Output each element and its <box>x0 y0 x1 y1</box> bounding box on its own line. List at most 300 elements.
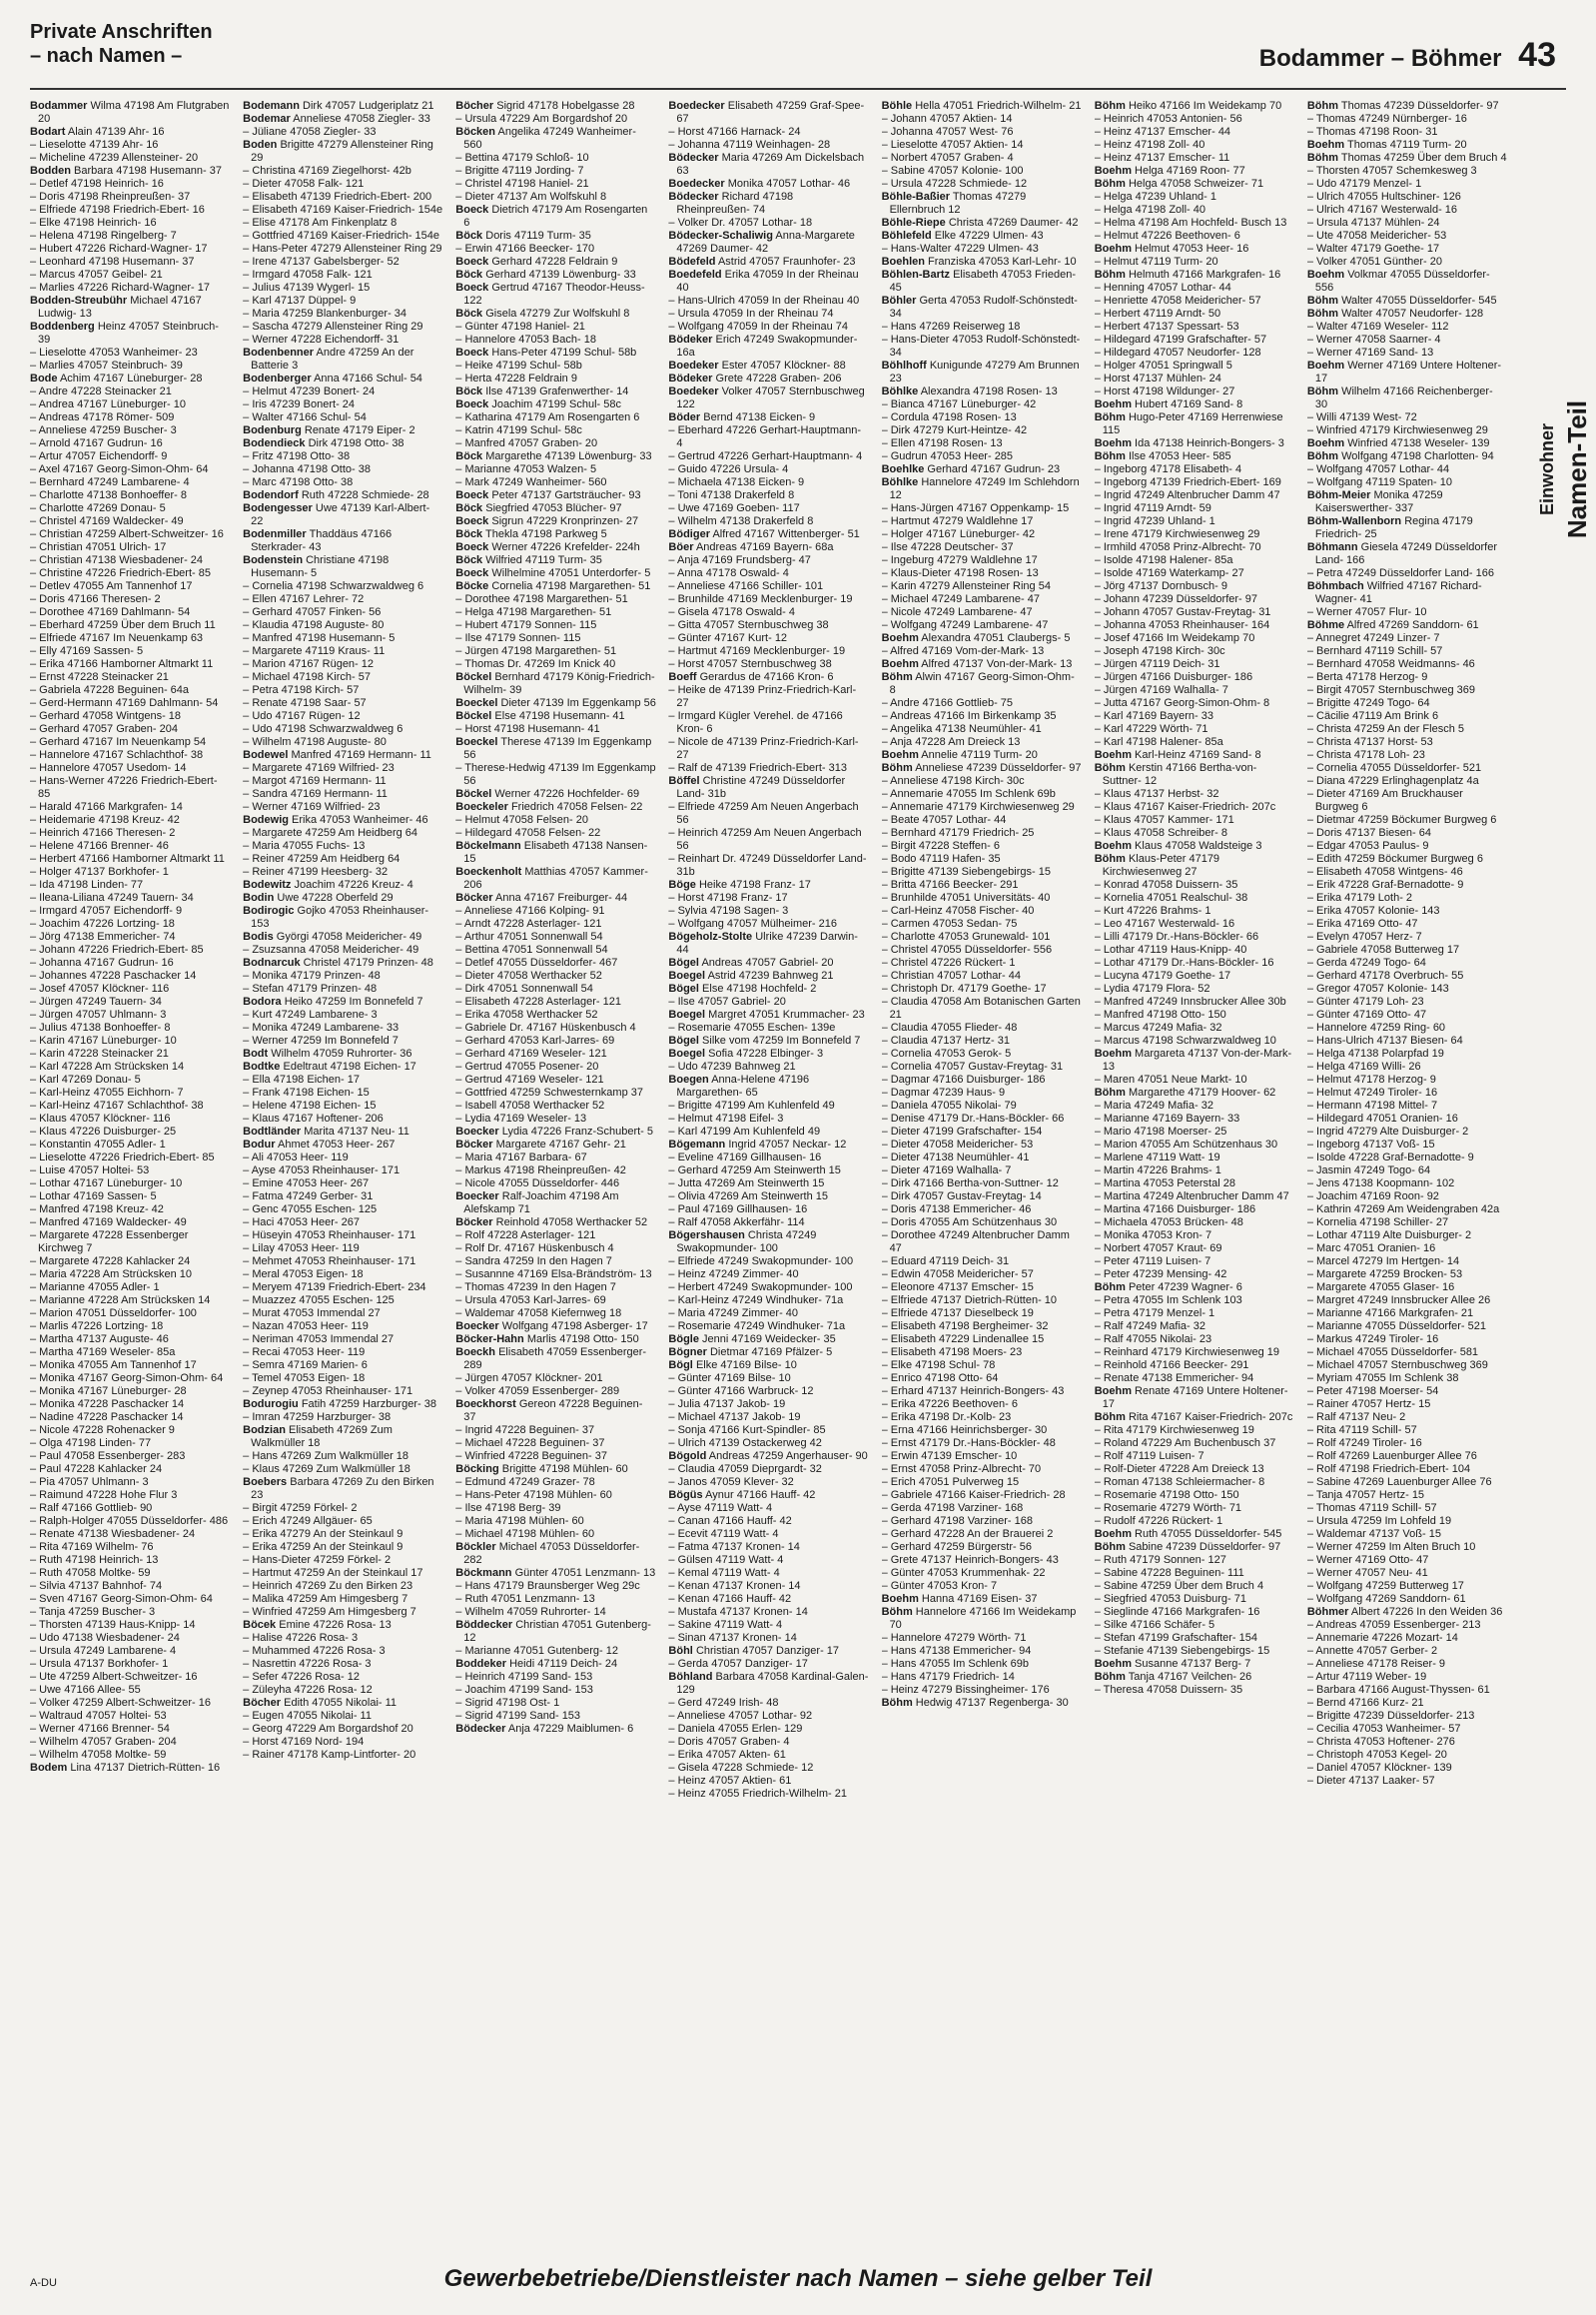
directory-entry <box>455 152 656 165</box>
entry-details: – Gerhard 47057 Finken- 56 <box>243 606 382 618</box>
directory-entry <box>668 684 869 710</box>
directory-entry <box>668 334 869 360</box>
entry-details: – Rita 47119 Schill- 57 <box>1306 1424 1417 1436</box>
entry-details: – Myriam 47055 Im Schlenk 38 <box>1306 1372 1459 1384</box>
entry-details: – Horst 47057 Sternbuschweg 38 <box>668 658 832 670</box>
entry-details: – Helga 47198 Zoll- 40 <box>1094 204 1205 216</box>
directory-entry <box>243 217 443 230</box>
entry-surname: Bodendorf <box>243 489 299 501</box>
directory-entry <box>1095 892 1295 905</box>
entry-details: – Ingeborg 47178 Elisabeth- 4 <box>1094 463 1242 475</box>
directory-entry <box>1095 658 1295 671</box>
directory-entry <box>30 256 231 269</box>
directory-entry <box>882 918 1083 931</box>
entry-details: – Ulrich 47167 Westerwald- 16 <box>1306 204 1458 216</box>
entry-details: – Joachim 47169 Roon- 92 <box>1306 1190 1439 1202</box>
entry-details: – Heike 47199 Schul- 58b <box>455 360 582 372</box>
entry-details: – Edith 47259 Böckumer Burgweg 6 <box>1306 853 1483 865</box>
entry-details: – Heinz 47057 Aktien- 61 <box>668 1775 792 1787</box>
entry-details: – Sandra 47169 Hermann- 11 <box>243 788 388 800</box>
entry-details: – Karl 47229 Wörth- 71 <box>1094 723 1208 735</box>
entry-details: – Werner 47169 Sand- 13 <box>1306 347 1434 359</box>
entry-details: Alexandra 47051 Claubergs- 5 <box>921 632 1071 644</box>
entry-surname: Bödecker <box>455 1723 506 1735</box>
directory-entry <box>1307 204 1508 217</box>
directory-entry <box>243 1320 443 1333</box>
directory-entry <box>30 243 231 256</box>
entry-details: – Karin 47167 Lüneburger- 10 <box>30 1035 177 1047</box>
directory-entry <box>455 191 656 204</box>
directory-entry <box>882 476 1083 502</box>
entry-details: Christa 47249 Swakopmunder- 100 <box>676 1229 817 1254</box>
entry-details: – Erika 47179 Loth- 2 <box>1306 892 1413 904</box>
directory-entry <box>668 918 869 931</box>
directory-entry <box>243 840 443 853</box>
directory-entry <box>243 801 443 814</box>
entry-details: Joachim 47199 Schul- 58c <box>491 398 622 410</box>
entry-details: Sabine 47239 Düsseldorfer- 97 <box>1128 1541 1281 1553</box>
directory-entry <box>668 1723 869 1736</box>
directory-column <box>455 100 656 2227</box>
directory-entry <box>1095 191 1295 204</box>
directory-entry <box>882 126 1083 139</box>
entry-details: Helga 47058 Schweizer- 71 <box>1128 178 1264 190</box>
entry-details: Richard 47198 Rheinpreußen- 74 <box>676 191 794 216</box>
directory-entry <box>455 515 656 528</box>
directory-entry <box>30 1268 231 1281</box>
directory-entry <box>1307 970 1508 983</box>
directory-entry <box>882 256 1083 269</box>
entry-details: – Rosemarie 47279 Wörth- 71 <box>1094 1502 1242 1514</box>
entry-surname: Böck <box>455 230 483 242</box>
directory-entry <box>882 866 1083 879</box>
entry-details: Klaus-Peter 47179 Kirchwiesenweg 27 <box>1102 853 1220 878</box>
directory-entry <box>243 1229 443 1242</box>
directory-entry <box>668 983 869 996</box>
entry-surname: Boehm <box>1306 437 1345 449</box>
directory-entry <box>30 1606 231 1619</box>
entry-details: – Susannne 47169 Elsa-Brändström- 13 <box>455 1268 652 1280</box>
entry-details: Ingrid 47057 Neckar- 12 <box>728 1139 847 1151</box>
entry-details: – Christian 47138 Wiesbadener- 24 <box>30 554 204 566</box>
entry-details: – Erika 47198 Dr.-Kolb- 23 <box>881 1411 1012 1423</box>
directory-entry <box>668 1372 869 1385</box>
entry-details: – Lilay 47053 Heer- 119 <box>243 1242 360 1254</box>
directory-entry <box>30 1502 231 1515</box>
directory-entry <box>243 814 443 827</box>
entry-surname: Bodenbenner <box>243 347 315 359</box>
directory-entry <box>1307 1580 1508 1593</box>
entry-details: – Marianne 47169 Bayern- 33 <box>1094 1113 1240 1125</box>
directory-entry <box>243 424 443 437</box>
entry-details: – Züleyha 47226 Rosa- 12 <box>243 1684 373 1696</box>
entry-surname: Bögeholz-Stolte <box>668 931 753 943</box>
entry-details: Wilhelmine 47051 Unterdorfer- 5 <box>491 567 651 579</box>
entry-details: Marlis 47198 Otto- 150 <box>526 1333 639 1345</box>
directory-entry <box>455 347 656 360</box>
directory-entry <box>30 1139 231 1152</box>
directory-entry <box>455 230 656 243</box>
entry-surname: Böck <box>455 386 483 397</box>
entry-surname: Boeckhorst <box>455 1398 516 1410</box>
directory-entry <box>243 1723 443 1736</box>
directory-entry <box>1095 1684 1295 1697</box>
directory-entry <box>668 100 869 126</box>
entry-details: – Gudrun 47053 Heer- 285 <box>881 450 1014 462</box>
directory-entry <box>455 957 656 970</box>
directory-entry <box>455 918 656 931</box>
entry-details: – Martha 47137 Auguste- 46 <box>30 1333 169 1345</box>
directory-entry <box>1095 1645 1295 1658</box>
entry-surname: Bodtke <box>243 1061 281 1073</box>
directory-entry <box>668 1671 869 1697</box>
directory-entry <box>243 1424 443 1450</box>
directory-entry <box>1095 502 1295 515</box>
entry-details: Elke 47169 Bilse- 10 <box>695 1359 797 1371</box>
directory-entry <box>668 1190 869 1203</box>
directory-entry <box>455 1177 656 1190</box>
entry-details: – Werner 47259 Im Bonnefeld 7 <box>243 1035 399 1047</box>
entry-details: – Detlef 47198 Heinrich- 16 <box>30 178 164 190</box>
directory-entry <box>1307 1528 1508 1541</box>
directory-entry <box>1095 308 1295 321</box>
entry-details: – Uwe 47169 Goeben- 117 <box>668 502 800 514</box>
entry-details: – Hüseyin 47053 Rheinhauser- 171 <box>243 1229 416 1241</box>
entry-details: – Malika 47259 Am Himgesberg 7 <box>243 1593 408 1605</box>
entry-details: – Jens 47138 Koopmann- 102 <box>1306 1177 1455 1189</box>
entry-surname: Boeck <box>455 515 489 527</box>
entry-details: – Sabine 47228 Beguinen- 111 <box>1094 1567 1244 1579</box>
entry-details: – Gerhard 47167 Im Neuenkamp 54 <box>30 736 207 748</box>
directory-entry <box>455 1580 656 1593</box>
entry-details: – Silke 47166 Schäfer- 5 <box>1094 1619 1215 1631</box>
entry-surname: Böhm <box>1094 762 1126 774</box>
entry-surname: Boedefeld <box>668 269 722 281</box>
entry-details: Barbara 47269 Zu den Birken 23 <box>251 1476 434 1501</box>
directory-entry <box>30 528 231 541</box>
directory-entry <box>1307 1541 1508 1554</box>
entry-details: – Isabell 47058 Werthacker 52 <box>455 1100 605 1112</box>
directory-entry <box>882 1320 1083 1333</box>
entry-details: – Helga 47239 Uhland- 1 <box>1094 191 1217 203</box>
entry-details: Susanne 47137 Berg- 7 <box>1135 1658 1251 1670</box>
entry-details: – Klaus-Dieter 47198 Rosen- 13 <box>881 567 1039 579</box>
entry-details: – Roman 47138 Schleiermacher- 8 <box>1094 1476 1265 1488</box>
entry-details: – Dorothee 47198 Margarethen- 51 <box>455 593 628 605</box>
directory-entry <box>30 217 231 230</box>
entry-details: – Bettina 47051 Sonnenwall 54 <box>455 944 608 956</box>
entry-details: – Hildegard 47199 Grafschafter- 57 <box>1094 334 1267 346</box>
entry-details: – Barbara 47166 August-Thyssen- 61 <box>1306 1684 1490 1696</box>
entry-surname: Bodur <box>243 1139 276 1151</box>
entry-details: – Birgit 47057 Sternbuschweg 369 <box>1306 684 1476 696</box>
directory-entry <box>1095 1671 1295 1684</box>
directory-entry <box>1095 1164 1295 1177</box>
directory-entry <box>243 1736 443 1749</box>
entry-details: – Christel 47198 Haniel- 21 <box>455 178 589 190</box>
directory-entry <box>30 321 231 347</box>
entry-surname: Boehm <box>881 632 919 644</box>
directory-entry <box>1307 1775 1508 1788</box>
entry-details: – Nasrettin 47226 Rosa- 3 <box>243 1658 372 1670</box>
entry-details: – Ingrid 47279 Alte Duisburger- 2 <box>1306 1126 1469 1138</box>
entry-details: – Jüliane 47058 Ziegler- 33 <box>243 126 377 138</box>
directory-entry <box>1307 152 1508 165</box>
directory-entry <box>30 1074 231 1087</box>
entry-details: Margarete 47167 Gehr- 21 <box>495 1139 626 1151</box>
directory-entry <box>668 139 869 152</box>
entry-surname: Böhl <box>668 1645 693 1657</box>
entry-details: Ralf-Joachim 47198 Am Alefskamp 71 <box>463 1190 619 1215</box>
directory-entry <box>1307 1398 1508 1411</box>
entry-details: – Ilse 47228 Deutscher- 37 <box>881 541 1014 553</box>
directory-entry <box>455 100 656 113</box>
entry-details: – Gertrud 47169 Weseler- 121 <box>455 1074 604 1086</box>
directory-entry <box>882 1022 1083 1035</box>
directory-entry <box>668 1294 869 1307</box>
entry-details: – Jürgen 47198 Margarethen- 51 <box>455 645 617 657</box>
entry-details: Erika 47053 Wanheimer- 46 <box>292 814 428 826</box>
entry-surname: Böckelmann <box>455 840 521 852</box>
entry-details: Anja 47229 Maiblumen- 6 <box>507 1723 634 1735</box>
directory-entry <box>668 619 869 632</box>
entry-details: Doris 47119 Turm- 35 <box>485 230 591 242</box>
directory-entry <box>455 256 656 269</box>
directory-entry <box>882 749 1083 762</box>
directory-entry <box>1307 1307 1508 1320</box>
entry-details: – Günter 47166 Warbruck- 12 <box>668 1385 814 1397</box>
entry-details: Gerardus de 47166 Kron- 6 <box>699 671 834 683</box>
directory-entry <box>455 580 656 593</box>
directory-entry <box>1307 1424 1508 1437</box>
directory-entry <box>668 1645 869 1658</box>
entry-details: Margret 47051 Krummacher- 23 <box>708 1009 865 1021</box>
entry-details: – Jürgen 47119 Deich- 31 <box>1094 658 1220 670</box>
entry-details: – Lieselotte 47053 Wanheimer- 23 <box>30 347 198 359</box>
entry-details: – Ute 47259 Albert-Schweitzer- 16 <box>30 1671 198 1683</box>
directory-entry <box>243 256 443 269</box>
entry-details: – Britta 47166 Beecker- 291 <box>881 879 1019 891</box>
entry-details: – Gerd-Hermann 47169 Dahlmann- 54 <box>30 697 219 709</box>
entry-details: – Thomas 47119 Schill- 57 <box>1306 1502 1437 1514</box>
entry-details: – Josef 47166 Im Weidekamp 70 <box>1094 632 1255 644</box>
directory-entry <box>882 1255 1083 1268</box>
entry-surname: Bögner <box>668 1346 707 1358</box>
entry-details: – Gerhard 47259 Bürgerstr- 56 <box>881 1541 1032 1553</box>
directory-entry <box>1307 996 1508 1009</box>
entry-details: – Bodo 47119 Hafen- 35 <box>881 853 1001 865</box>
directory-entry <box>243 295 443 308</box>
entry-details: – Ulrich 47055 Hultschiner- 126 <box>1306 191 1461 203</box>
directory-entry <box>30 1736 231 1749</box>
directory-entry <box>882 1684 1083 1697</box>
entry-details: – Helmut 47178 Herzog- 9 <box>1306 1074 1436 1086</box>
directory-entry <box>882 879 1083 892</box>
directory-entry <box>882 788 1083 801</box>
entry-details: – Hannelore 47259 Ring- 60 <box>1306 1022 1446 1034</box>
directory-entry <box>455 1048 656 1061</box>
entry-surname: Böhm <box>1306 152 1339 164</box>
entry-details: – Charlotte 47053 Grunewald- 101 <box>881 931 1051 943</box>
directory-entry <box>668 1658 869 1671</box>
entry-details: – Manfred 47198 Kreuz- 42 <box>30 1203 164 1215</box>
directory-entry <box>1095 321 1295 334</box>
entry-details: – Helga 47138 Polarpfad 19 <box>1306 1048 1444 1060</box>
directory-entry <box>668 1320 869 1333</box>
entry-details: – Meryem 47139 Friedrich-Ebert- 234 <box>243 1281 426 1293</box>
entry-details: Walter 47057 Neudorfer- 128 <box>1341 308 1484 320</box>
directory-entry <box>455 1152 656 1164</box>
directory-entry <box>30 411 231 424</box>
directory-entry <box>243 347 443 373</box>
directory-entry <box>1307 191 1508 204</box>
page-header-range <box>1259 36 1556 75</box>
directory-entry <box>455 1190 656 1216</box>
entry-details: – Heinz 47198 Zoll- 40 <box>1094 139 1205 151</box>
directory-entry <box>882 217 1083 230</box>
directory-column <box>668 100 869 2227</box>
entry-surname: Boehlke <box>881 463 925 475</box>
directory-entry <box>1307 269 1508 295</box>
entry-surname: Bodtländer <box>243 1126 302 1138</box>
entry-surname: Boehlen <box>881 256 925 268</box>
directory-entry <box>243 1476 443 1502</box>
entry-details: Elisabeth 47059 Essenberger- 289 <box>463 1346 647 1371</box>
directory-entry <box>1307 1359 1508 1372</box>
directory-entry <box>1095 1333 1295 1346</box>
directory-entry <box>30 580 231 593</box>
directory-entry <box>243 100 443 113</box>
directory-entry <box>455 204 656 230</box>
directory-entry <box>882 1229 1083 1255</box>
entry-details: – Christa 47178 Loh- 23 <box>1306 749 1425 761</box>
directory-entry <box>882 1671 1083 1684</box>
entry-details: Barbara 47058 Kardinal-Galen- 129 <box>676 1671 869 1696</box>
directory-entry <box>30 762 231 775</box>
entry-surname: Böddecker <box>455 1619 513 1631</box>
entry-surname: Boehm <box>881 658 919 670</box>
directory-entry <box>668 424 869 450</box>
directory-entry <box>1095 749 1295 762</box>
directory-entry <box>1307 1749 1508 1762</box>
directory-entry <box>455 437 656 450</box>
entry-details: – Maria 47167 Barbara- 67 <box>455 1152 587 1163</box>
directory-entry <box>1095 1009 1295 1022</box>
directory-entry <box>882 619 1083 632</box>
directory-entry <box>1095 113 1295 126</box>
directory-entry <box>882 100 1083 113</box>
entry-details: – Andre 47228 Steinacker 21 <box>30 386 172 397</box>
entry-details: – Erika 47166 Hamborner Altmarkt 11 <box>30 658 214 670</box>
entry-details: Ilse 47139 Grafenwerther- 14 <box>485 386 629 397</box>
directory-entry <box>455 619 656 632</box>
directory-entry <box>668 360 869 373</box>
entry-details: – Eberhard 47259 Über dem Bruch 11 <box>30 619 216 631</box>
entry-details: – Karl 47137 Düppel- 9 <box>243 295 357 307</box>
directory-entry <box>243 931 443 944</box>
entry-details: – Volker 47259 Albert-Schweitzer- 16 <box>30 1697 211 1709</box>
entry-surname: Boehm <box>1094 1385 1132 1397</box>
directory-entry <box>1307 866 1508 879</box>
entry-details: Hannelore 47166 Im Weidekamp 70 <box>889 1606 1077 1631</box>
entry-details: – Alfred 47169 Vom-der-Mark- 13 <box>881 645 1045 657</box>
entry-details: – Helmut 47239 Bonert- 24 <box>243 386 376 397</box>
directory-entry <box>668 580 869 593</box>
entry-details: – Doris 47138 Emmericher- 46 <box>881 1203 1032 1215</box>
directory-entry <box>30 1411 231 1424</box>
entry-details: – Christian 47051 Ulrich- 17 <box>30 541 167 553</box>
directory-entry <box>1307 1164 1508 1177</box>
directory-entry <box>882 996 1083 1022</box>
directory-entry <box>1095 957 1295 970</box>
entry-details: – Sandra 47259 In den Hagen 7 <box>455 1255 612 1267</box>
entry-details: – Maria 47249 Mafia- 32 <box>1094 1100 1213 1112</box>
entry-surname: Böffel <box>668 775 700 787</box>
entry-details: – Heinrich 47269 Zu den Birken 23 <box>243 1580 413 1592</box>
directory-entry <box>1095 1476 1295 1489</box>
directory-entry <box>243 476 443 489</box>
entry-details: – Bernhard 47249 Lambarene- 4 <box>30 476 190 488</box>
entry-details: – Meral 47053 Eigen- 18 <box>243 1268 364 1280</box>
entry-details: – Walter 47179 Goethe- 17 <box>1306 243 1440 255</box>
directory-entry <box>455 970 656 983</box>
entry-details: – Annemarie 47226 Mozart- 14 <box>1306 1632 1458 1644</box>
entry-details: – Dirk 47051 Sonnenwall 54 <box>455 983 593 995</box>
entry-details: – Nicole 47055 Düsseldorfer- 446 <box>455 1177 620 1189</box>
directory-entry <box>455 450 656 463</box>
directory-entry <box>30 178 231 191</box>
directory-entry <box>668 1398 869 1411</box>
entry-details: – Ralf 47058 Akkerfähr- 114 <box>668 1216 805 1228</box>
entry-details: – Monika 47249 Lambarene- 33 <box>243 1022 399 1034</box>
entry-details: – Hans 47179 Braunsberger Weg 29c <box>455 1580 640 1592</box>
directory-entry <box>1095 1632 1295 1645</box>
entry-surname: Böhm <box>881 1606 913 1618</box>
directory-entry <box>1307 1152 1508 1164</box>
entry-details: – Anneliese 47166 Schiller- 101 <box>668 580 824 592</box>
entry-details: Sigrid 47178 Hobelgasse 28 <box>496 100 635 112</box>
entry-details: Elisabeth 47259 Graf-Spee- 67 <box>676 100 865 125</box>
directory-entry <box>668 957 869 970</box>
entry-details: – Hildegard 47058 Felsen- 22 <box>455 827 601 839</box>
entry-details: – Michael 47228 Beguinen- 37 <box>455 1437 605 1449</box>
directory-entry <box>668 1580 869 1593</box>
footer-note: Gewerbebetriebe/Dienstleister nach Namen – siehe gelber Teil <box>443 2265 1153 2292</box>
entry-details: Joachim 47226 Kreuz- 4 <box>294 879 413 891</box>
entry-details: – Elisabeth 47058 Wintgens- 46 <box>1306 866 1463 878</box>
directory-entry <box>1095 282 1295 295</box>
directory-entry <box>668 606 869 619</box>
entry-details: – Birgit 47259 Förkel- 2 <box>243 1502 358 1514</box>
directory-entry <box>1307 1554 1508 1567</box>
directory-entry <box>1095 619 1295 632</box>
directory-entry <box>1307 243 1508 256</box>
entry-details: – Ralf 47249 Mafia- 32 <box>1094 1320 1205 1332</box>
directory-entry <box>668 1710 869 1723</box>
entry-details: – Klaus 47269 Zum Walkmüller 18 <box>243 1463 410 1475</box>
entry-details: – Thomas Dr. 47269 Im Knick 40 <box>455 658 616 670</box>
entry-surname: Boehm <box>1094 243 1132 255</box>
directory-entry <box>668 632 869 645</box>
directory-entry <box>455 736 656 762</box>
directory-entry <box>1095 879 1295 892</box>
entry-details: – Erhard 47137 Heinrich-Bongers- 43 <box>881 1385 1065 1397</box>
directory-entry <box>1095 593 1295 606</box>
directory-entry <box>1307 606 1508 619</box>
entry-details: – Holger 47167 Lüneburger- 42 <box>881 528 1036 540</box>
directory-entry <box>243 204 443 217</box>
entry-details: – Reinhard 47179 Kirchwiesenweg 19 <box>1094 1346 1279 1358</box>
